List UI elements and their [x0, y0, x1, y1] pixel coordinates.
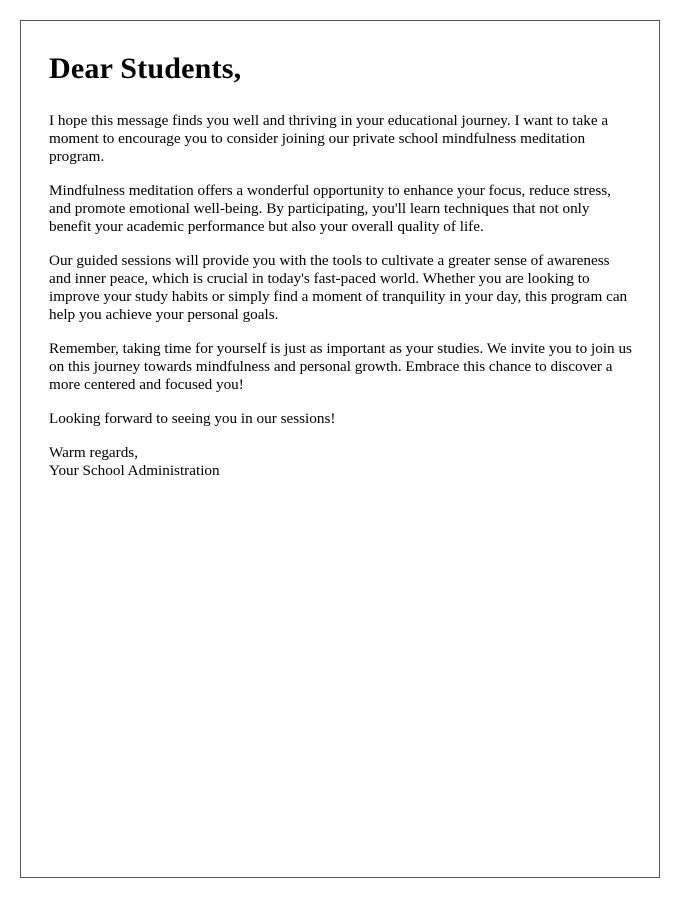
- letter-paragraph-sessions: Our guided sessions will provide you with the tools to cultivate a greater sense of awareness and inner peace, which is crucial in today's fast-paced world. Whether you are looking to improve your study habits or simply find a moment of tranquility in your day, this program can help you achieve your personal goals.: [49, 252, 628, 323]
- letter-signature: Your School Administration: [49, 462, 220, 479]
- letter-content: [49, 51, 634, 480]
- letter-closing: Warm regards,: [49, 444, 139, 461]
- letter-paragraph-benefits: Mindfulness meditation offers a wonderful opportunity to enhance your focus, reduce stress, and promote emotional well-being. By participating, you'll learn techniques that not only benefit your academic performance but also your overall quality of life.: [49, 182, 611, 235]
- letter-paragraph-intro: I hope this message finds you well and thriving in your educational journey. I want to take a moment to encourage you to consider joining our private school mindfulness meditation program.: [49, 112, 609, 165]
- letter-greeting: Dear Students,: [49, 52, 242, 85]
- letter-page: [20, 20, 660, 878]
- letter-paragraph-looking-forward: Looking forward to seeing you in our sessions!: [49, 410, 336, 427]
- letter-signoff: [49, 444, 634, 480]
- letter-paragraph-invitation: Remember, taking time for yourself is just as important as your studies. We invite you to join us on this journey towards mindfulness and personal growth. Embrace this chance to discover a more centered and focused you!: [49, 340, 632, 393]
